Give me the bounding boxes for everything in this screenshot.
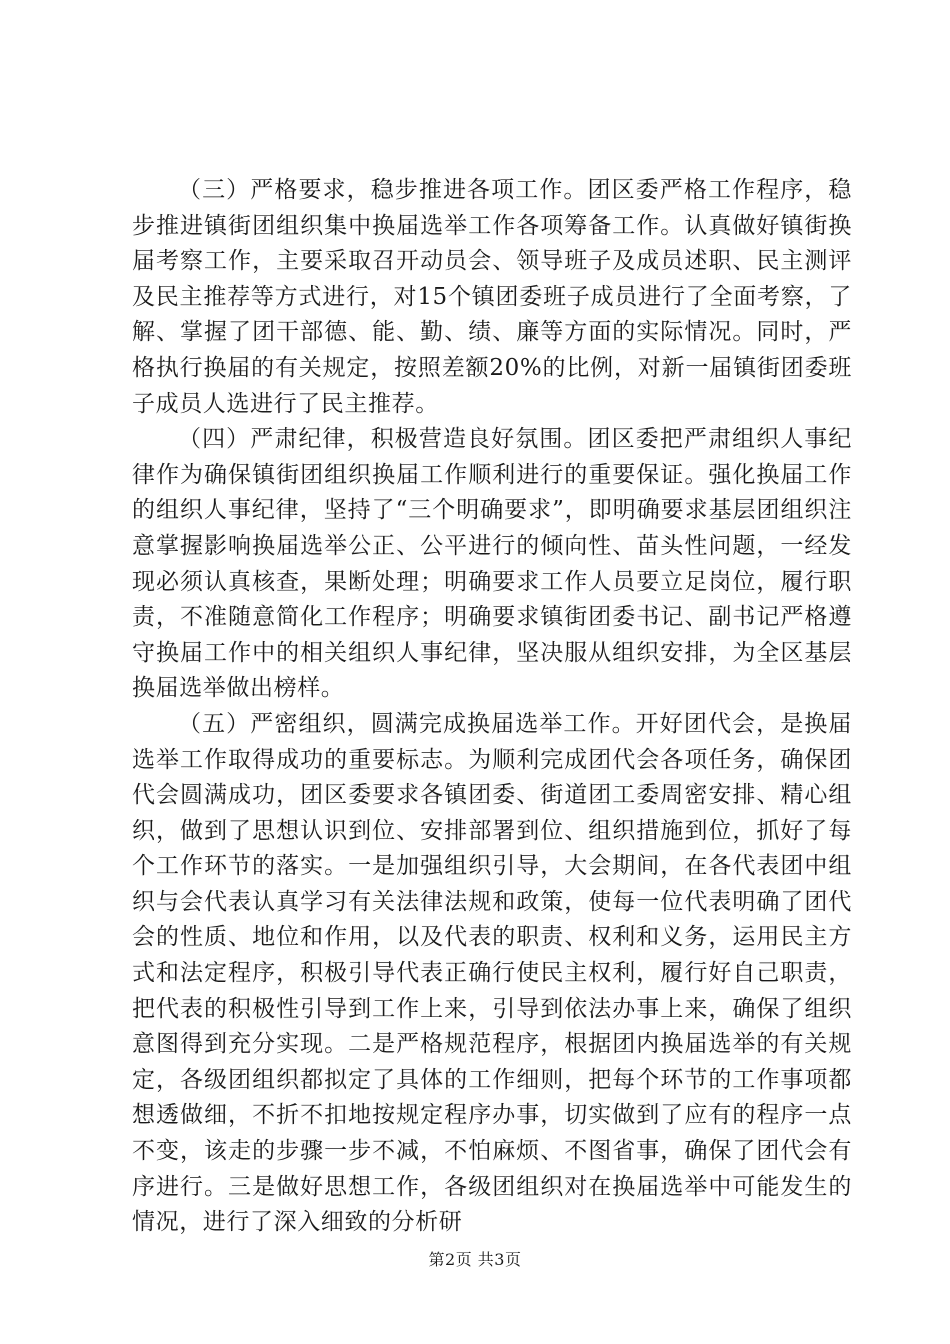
page-footer: 第2页 共3页 (428, 1250, 522, 1269)
paragraph-section-4: （四）严肃纪律，积极营造良好氛围。团区委把严肃组织人事纪律作为确保镇街团组织换届工作顺利进行的重要保证。强化换届工作的组织人事纪律，坚持了“三个明确要求”，即明确要求基层团组织注意掌握影响换届选举公正、公平进行的倾向性、苗头性问题，一经发现必须认真核查，果断处理；明确要求工作人员要立足岗位，履行职责，不准随意简化工作程序；明确要求镇街团委书记、副书记严格遵守换届工作中的相关组织人事纪律，坚决服从组织安排，为全区基层换届选举做出榜样。 (132, 426, 852, 702)
paragraph-section-5: （五）严密组织，圆满完成换届选举工作。开好团代会，是换届选举工作取得成功的重要标志。为顺利完成团代会各项任务，确保团代会圆满成功，团区委要求各镇团委、街道团工委周密安排、精心组织，做到了思想认识到位、安排部署到位、组织措施到位，抓好了每个工作环节的落实。一是加强组织引导，大会期间，在各代表团中组织与会代表认真学习有关法律法规和政策，使每一位代表明确了团代会的性质、地位和作用，以及代表的职责、权利和义务，运用民主方式和法定程序，积极引导代表正确行使民主权利，履行好自己职责，把代表的积极性引导到工作上来，引导到依法办事上来，确保了组织意图得到充分实现。二是严格规范程序，根据团内换届选举的有关规定，各级团组织都拟定了具体的工作细则，把每个环节的工作事项都想透做细，不折不扣地按规定程序办事，切实做到了应有的程序一点不变，该走的步骤一步不减，不怕麻烦、不图省事，确保了团代会有序进行。三是做好思想工作，各级团组织对在换届选举中可能发生的情况，进行了深入细致的分析研 (132, 710, 852, 1236)
paragraph-section-3: （三）严格要求，稳步推进各项工作。团区委严格工作程序，稳步推进镇街团组织集中换届选举工作各项筹备工作。认真做好镇街换届考察工作，主要采取召开动员会、领导班子及成员述职、民主测评及民主推荐等方式进行，对15个镇团委班子成员进行了全面考察，了解、掌握了团干部德、能、勤、绩、廉等方面的实际情况。同时，严格执行换届的有关规定，按照差额20%的比例，对新一届镇街团委班子成员人选进行了民主推荐。 (132, 177, 852, 417)
document-body (132, 173, 852, 1241)
